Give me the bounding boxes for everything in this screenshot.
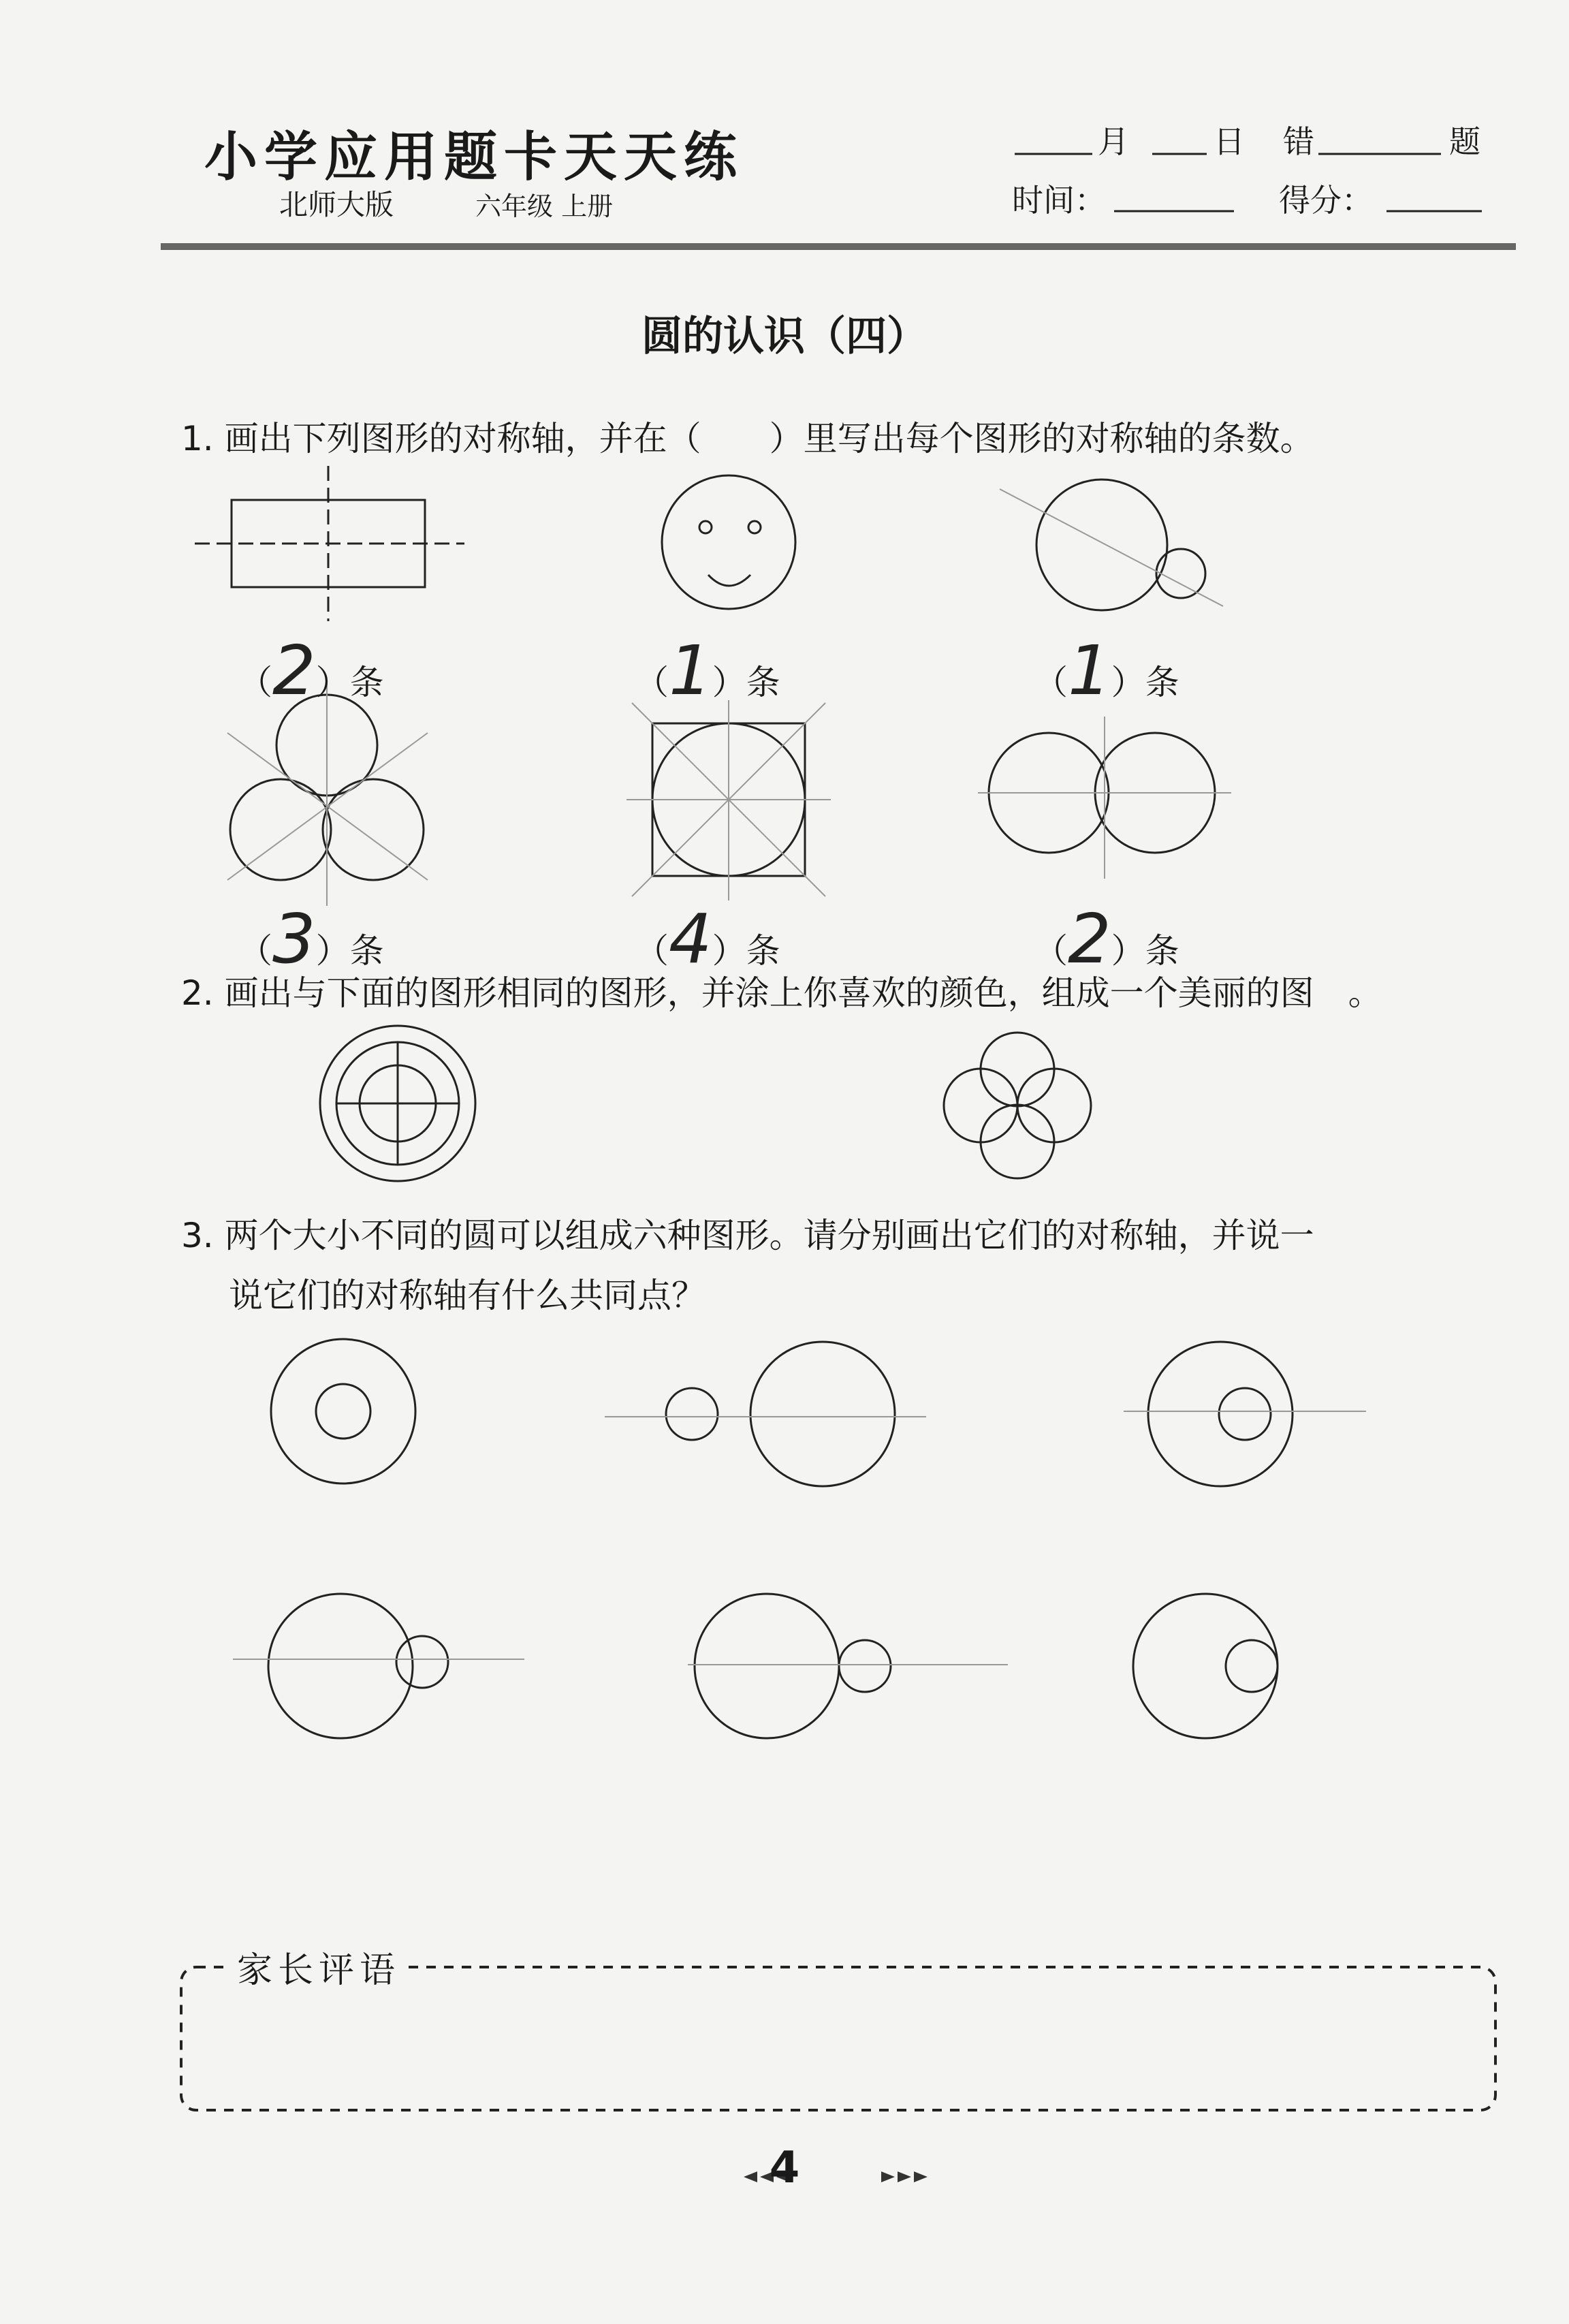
q1-answer-4-value: 3: [272, 899, 316, 979]
q3-instruction-line2: 说它们的对称轴有什么共同点？: [229, 1276, 706, 1315]
q2-four-petal-figure: [944, 1033, 1091, 1178]
q1-answer-5: （4）条: [635, 899, 780, 979]
book-grade: 六年级 上册: [475, 191, 614, 221]
q3-figure-inner-offset: [1124, 1342, 1366, 1486]
q1-square-circle-figure: [627, 700, 831, 900]
q3-figure-intersecting: [233, 1594, 524, 1738]
day-label: 日: [1214, 123, 1245, 160]
q1-answer-6-value: 2: [1068, 899, 1111, 979]
q2-concentric-figure: [320, 1026, 475, 1181]
book-edition: 北师大版: [279, 188, 394, 221]
q2-instruction: 2. 画出与下面的图形相同的图形，并涂上你喜欢的颜色，组成一个美丽的图 。: [181, 973, 1382, 1013]
score-label: 得分：: [1279, 182, 1373, 219]
time-label: 时间：: [1012, 182, 1106, 219]
q3-figure-concentric: [271, 1339, 415, 1483]
q3-figure-external-touch: [688, 1594, 1008, 1738]
lesson-title: 圆的认识（四）: [641, 313, 928, 360]
q3-figure-internal-touch: [1133, 1594, 1278, 1738]
q1-answer-3: （1）条: [1034, 631, 1179, 710]
q1-answer-6: （2）条: [1034, 899, 1179, 979]
q1-answer-3-value: 1: [1068, 631, 1111, 710]
q3-instruction-line1: 3. 两个大小不同的圆可以组成六种图形。请分别画出它们的对称轴，并说一: [181, 1216, 1314, 1255]
q1-answer-2: （1）条: [635, 631, 780, 710]
month-label: 月: [1098, 123, 1129, 160]
page-number: 4: [769, 2143, 800, 2193]
book-title: 小学应用题卡天天练: [204, 126, 744, 188]
parent-comment-label: 家长评语: [230, 1941, 407, 1992]
q1-three-circles-figure: [227, 681, 428, 906]
error-label: 错: [1283, 123, 1314, 160]
q1-answer-4: （3）条: [238, 899, 384, 979]
q1-rectangle-figure: [195, 466, 464, 621]
q1-answer-2-value: 1: [669, 631, 712, 710]
q1-smiley-figure: [662, 475, 795, 609]
q1-answer-1-value: 2: [272, 631, 316, 710]
q1-answer-1: （2）条: [238, 631, 384, 710]
question-label: 题: [1449, 123, 1480, 160]
q1-answer-5-value: 4: [669, 899, 712, 979]
q1-two-circles-figure: [1000, 480, 1223, 610]
q1-instruction: 1. 画出下列图形的对称轴，并在（ ）里写出每个图形的对称轴的条数。: [181, 419, 1314, 458]
q3-figure-separate: [605, 1342, 926, 1486]
q1-twin-circles-figure: [978, 717, 1231, 879]
